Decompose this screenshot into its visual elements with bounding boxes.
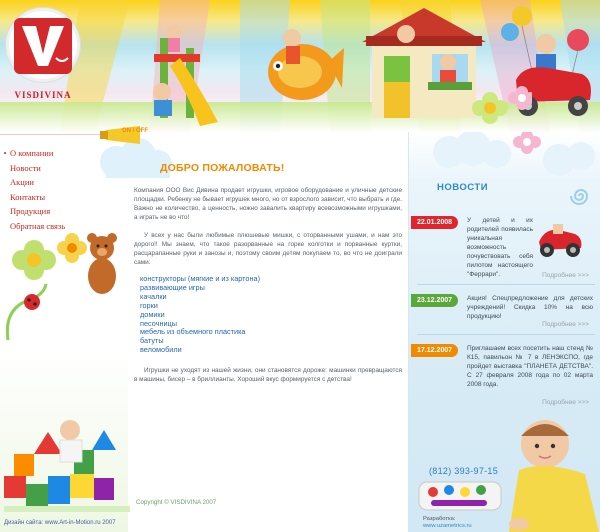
closing-paragraph: Игрушки не уходят из нашей жизни, они становятся дороже: машинки превращаются в машины, бисер – в бриллианты. Хороший вкус формируется с детства! <box>134 367 402 384</box>
product-link[interactable]: горки <box>140 300 158 310</box>
news-item <box>409 294 600 344</box>
clouds-decoration <box>409 132 600 178</box>
design-credit[interactable]: Дизайн сайта: www.Art-in-Motion.ru 2007 <box>4 520 116 526</box>
product-link[interactable]: веломобили <box>140 345 182 355</box>
more-link[interactable]: Подробнее >>> <box>542 272 589 279</box>
developer-credit <box>423 516 472 530</box>
flowers-decoration <box>468 86 532 132</box>
crawling-baby-image <box>495 414 600 532</box>
fish-toy-image <box>262 22 344 106</box>
nav-item-label: Обратная связь <box>10 220 66 231</box>
product-link[interactable]: батуты <box>140 336 164 346</box>
news-heading: НОВОСТИ <box>437 182 489 193</box>
page-title: ДОБРО ПОЖАЛОВАТЬ! <box>160 162 285 174</box>
nav-item-label: Новости <box>10 162 41 173</box>
active-marker-icon: • <box>3 148 7 158</box>
nav-item-label: Контакты <box>10 191 46 202</box>
ladybug-icon <box>0 282 50 342</box>
nav-item-contacts[interactable] <box>0 190 128 205</box>
main-content <box>122 128 408 532</box>
ferrari-car-image <box>535 218 585 260</box>
news-text: Приглашаем всех посетить наш стенд № К15, павильон № 7 в ЛЕНЭКСПО, где пройдет выставка "ПЛАНЕТА ДЕТСТВА". С 27 февраля 2008 года по 02 марта 2008 года. <box>467 345 593 388</box>
swirl-icon <box>569 184 593 208</box>
product-link[interactable]: конструкторы (мягкие и из картона) <box>140 274 261 283</box>
nav-item-products[interactable] <box>0 204 128 219</box>
developer-label: Разработка: <box>423 516 456 522</box>
nav-item-label: Продукция <box>10 206 51 217</box>
nav-item-label: О компании <box>10 148 54 159</box>
phone-number: (812) 393-97-15 <box>429 466 499 476</box>
left-column <box>0 132 128 532</box>
news-date-badge: 23.12.2007 <box>411 294 458 307</box>
more-link[interactable]: Подробнее >>> <box>542 399 589 406</box>
news-divider <box>417 284 595 285</box>
product-link[interactable]: домики <box>140 309 165 319</box>
developer-link[interactable]: www.uzametrics.ru <box>423 523 472 529</box>
news-divider <box>417 334 595 335</box>
story-paragraph: У всех у нас были любимые плюшевые мишки, с оторванными ушами, и нам это дорого!! Мы знаем, что такое разорванные на горке колготки и порванные куртки, расцарапанные руки и занозы и, поэтому своим детям покупаем то, во что не доиграли сами: <box>134 232 402 267</box>
news-item <box>409 216 600 286</box>
sound-toggle[interactable]: ON / OFF <box>122 128 148 134</box>
header-banner <box>0 0 600 132</box>
logo-v-mark <box>14 18 72 74</box>
nav-item-label: Акции <box>10 177 34 188</box>
copyright: Copyright © VISDIVINA 2007 <box>136 499 217 506</box>
product-link[interactable]: песочницы <box>140 318 177 328</box>
slide-toy-image <box>140 18 220 130</box>
toy-keyboard-image <box>417 476 503 514</box>
product-link[interactable]: развивающие игры <box>140 282 205 292</box>
product-link[interactable]: качалки <box>140 291 167 301</box>
news-date-badge: 17.12.2007 <box>411 344 458 357</box>
more-link[interactable]: Подробнее >>> <box>542 321 589 328</box>
product-list <box>140 275 400 355</box>
building-blocks-image <box>4 414 130 512</box>
product-link[interactable]: мебель из объемного пластика <box>140 327 246 337</box>
news-text: У детей и их родителей появилась уникальная возможность почувствовать себя пилотом настоящего "Феррари". <box>467 217 533 278</box>
news-item <box>409 344 600 414</box>
news-column <box>408 132 600 532</box>
intro-paragraph: Компания ООО Вис Дивина продает игрушки, игровое оборудование и уличные детские площадки. Ребенку не бывает игрушек много, но от взрослого зависит, что выбрать и где. Важно не количество, а ценность, ножно завалить квартиру всевозможными игрушками, а играть не во что! <box>134 187 402 222</box>
news-date-badge: 22.01.2008 <box>411 216 458 229</box>
logo[interactable] <box>4 4 82 112</box>
logo-text: VISDIVINA <box>14 90 72 100</box>
news-text: Акция! Спецпредложение для детских учреждений! Скидка 10% на всю продукцию! <box>467 295 593 320</box>
